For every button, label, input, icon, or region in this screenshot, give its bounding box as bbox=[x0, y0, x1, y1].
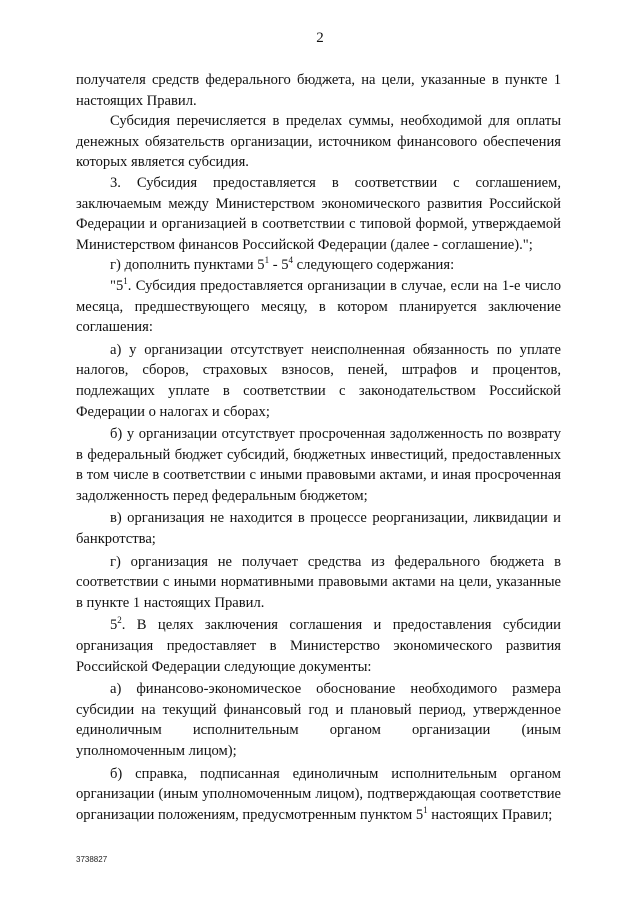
paragraph-subsidy-transfer: Субсидия перечисляется в пределах суммы, необходимой для оплаты денежных обязательств организации, источником финансового обеспечения которых является субсидия. bbox=[76, 113, 561, 171]
document-code: 3738827 bbox=[76, 855, 108, 864]
text-segment: 5 bbox=[110, 617, 118, 634]
paragraph-continuation: получателя средств федерального бюджета, на цели, указанные в пункте 1 настоящих Правил. bbox=[76, 72, 561, 109]
paragraph-document-b bbox=[76, 764, 561, 826]
document-body bbox=[76, 70, 561, 825]
superscript: 1 bbox=[423, 804, 428, 815]
paragraph-subitem-g: г) организация не получает средства из федерального бюджета в соответствии с иными нормативными правовыми актами на цели, указанные в пункте 1 настоящих Правил. bbox=[76, 553, 561, 611]
superscript: 1 bbox=[264, 255, 270, 266]
superscript: 4 bbox=[288, 255, 294, 266]
text-segment: . Субсидия предоставляется организации в случае, если на 1-е число месяца, предшествующего месяцу, в котором планируется заключение соглашения: bbox=[76, 277, 561, 336]
text-segment: настоящих Правил; bbox=[427, 806, 553, 823]
paragraph-item-3: 3. Субсидия предоставляется в соответствии с соглашением, заключаемым между Министерством экономического развития Российской Федерации и организацией в соответствии с типовой формой, утверждаемой Министерством финансов Российской Федерации (далее - соглашение)."; bbox=[76, 174, 561, 253]
paragraph-subitem-v: в) организация не находится в процессе реорганизации, ликвидации и банкротства; bbox=[76, 510, 561, 548]
text-segment: следующего содержания: bbox=[293, 257, 455, 274]
paragraph-amendment-g bbox=[76, 255, 561, 276]
paragraph-document-a: а) финансово-экономическое обоснование необходимого размера субсидии на текущий финансовый год и плановый период, утвержденное единоличным исполнительным органом организации (иным уполномоченным лицом); bbox=[76, 681, 561, 759]
superscript: 2 bbox=[117, 615, 122, 626]
text-segment: - 5 bbox=[269, 257, 289, 274]
text-segment: б) справка, подписанная единоличным исполнительным органом организации (иным уполномоченным лицом), подтверждающая соответствие организации положениям, предусмотренным пунктом 5 bbox=[76, 765, 561, 823]
text-segment: г) дополнить пунктами 5 bbox=[110, 257, 265, 274]
text-segment: "5 bbox=[110, 277, 124, 294]
page-number: 2 bbox=[316, 30, 324, 46]
superscript: 1 bbox=[123, 276, 128, 287]
paragraph-item-5-1 bbox=[76, 276, 561, 338]
paragraph-subitem-b: б) у организации отсутствует просроченная задолженность по возврату в федеральный бюджет субсидий, бюджетных инвестиций, предоставленных в том числе в соответствии с иными правовыми актами, и иная просроченная задолженность перед федеральным бюджетом; bbox=[76, 426, 561, 504]
paragraph-subitem-a: а) у организации отсутствует неисполненная обязанность по уплате налогов, сборов, страховых взносов, пеней, штрафов и процентов, подлежащих уплате в соответствии с законодательством Российской Федерации о налогах и сборах; bbox=[76, 341, 561, 420]
paragraph-item-5-2 bbox=[76, 615, 561, 677]
text-segment: . В целях заключения соглашения и предоставления субсидии организация предоставляет в Министерство экономического развития Российской Федерации следующие документы: bbox=[76, 617, 561, 675]
